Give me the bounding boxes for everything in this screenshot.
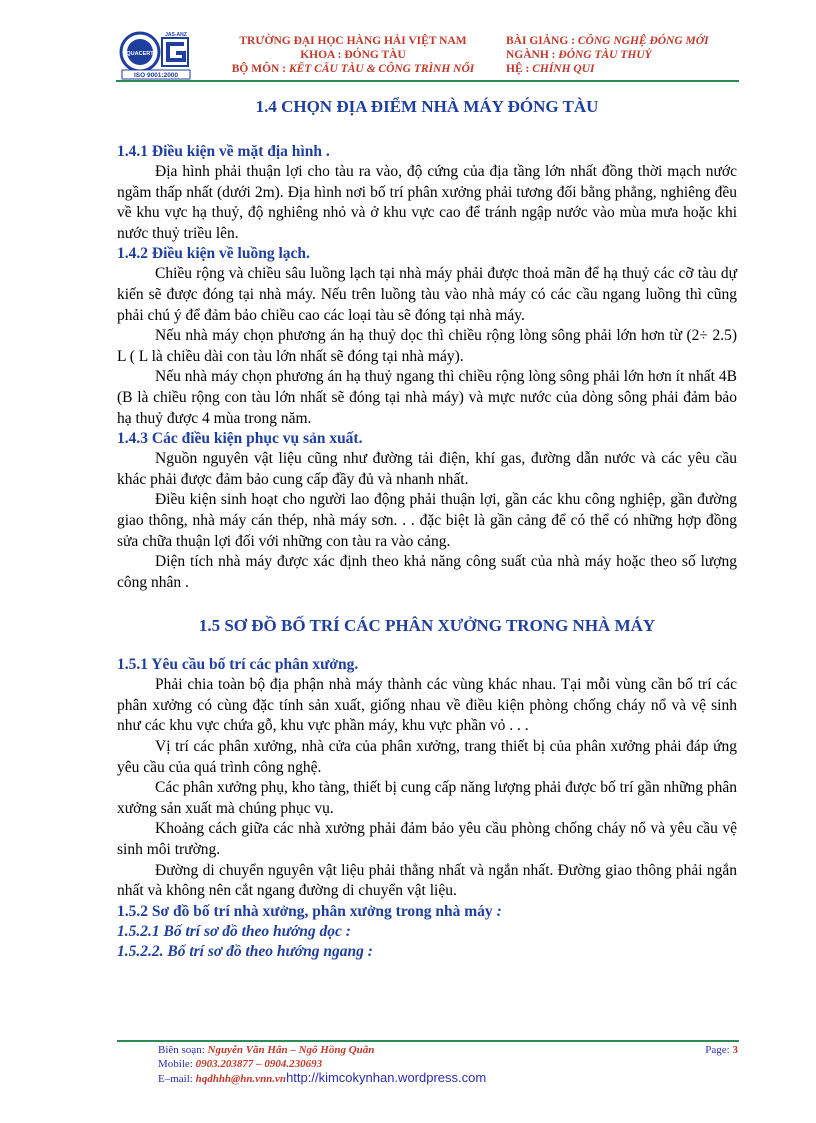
section-1-5-title: 1.5 SƠ ĐỒ BỐ TRÍ CÁC PHÂN XƯỞNG TRONG NHÀ MÁY: [198, 616, 656, 636]
author-line: Biên soạn: Nguyễn Văn Hân – Ngô Hồng Quân: [158, 1044, 375, 1056]
document-body: [117, 96, 737, 962]
section-1-4-title: 1.4 CHỌN ĐỊA ĐIỂM NHÀ MÁY ĐÓNG TÀU: [255, 97, 599, 116]
lecture-line: BÀI GIẢNG : CÔNG NGHỆ ĐÓNG MỚI: [506, 35, 709, 47]
paragraph: Khoảng cách giữa các nhà xưởng phải đảm bảo yêu cầu phòng chống cháy nổ và yêu cầu vệ sinh môi trường.: [117, 820, 737, 859]
department-line: BỘ MÔN : KẾT CẤU TÀU & CÔNG TRÌNH NỔI: [231, 63, 475, 75]
system-line: HỆ : CHÍNH QUI: [506, 63, 595, 75]
paragraph: Điều kiện sinh hoạt cho người lao động phải thuận lợi, gần các khu công nghiệp, gần đường giao thông, nhà máy cán thép, nhà máy sơn. . . đặc biệt là gần cảng để có thể có những hợp đồng sửa chữa thuận lợi đối với những con tàu ra vào cảng.: [117, 491, 737, 550]
paragraph: Vị trí các phân xưởng, nhà cửa của phân xưởng, trang thiết bị của phân xưởng phải đáp ứng yêu cầu của quá trình công nghệ.: [117, 738, 737, 776]
paragraph: Nếu nhà máy chọn phương án hạ thuỷ ngang thì chiều rộng lòng sông phải lớn hơn ít nhất 4B (B là chiều rộng con tàu lớn nhất sẽ đóng tại nhà máy) và mực nước của dòng sông phải đảm bảo hạ thuỷ được 4 mùa trong năm.: [117, 368, 737, 427]
paragraph: Nếu nhà máy chọn phương án hạ thuỷ dọc thì chiều rộng lòng sông phải lớn hơn từ (2÷ 2.5) L ( L là chiều dài con tàu lớn nhất sẽ đóng tại nhà máy).: [117, 327, 737, 365]
heading-1-4-3: 1.4.3 Các điều kiện phục vụ sản xuất.: [117, 430, 363, 448]
faculty-line: KHOA : ĐÓNG TÀU: [300, 49, 406, 61]
logo-jasanz-text: JAS-ANZ: [165, 32, 187, 38]
header-divider: [116, 80, 739, 82]
paragraph: Chiều rộng và chiều sâu luồng lạch tại nhà máy phải được thoả mãn để hạ thuỷ các cỡ tàu dự kiến sẽ được đóng tại nhà máy. Nếu trên luồng tàu vào nhà máy có các cầu ngang luồng thì cũng phải chú ý để đảm bảo chiều cao các loại tàu sẽ đóng tại nhà máy.: [117, 265, 737, 324]
paragraph: Đường di chuyển nguyên vật liệu phải thẳng nhất và ngắn nhất. Đường giao thông phải ngắn nhất và không nên cắt ngang đường di chuyển vật liệu.: [117, 861, 737, 900]
mobile-line: Mobile: 0903.203877 – 0904.230693: [158, 1058, 323, 1070]
footer-divider: [117, 1040, 739, 1042]
paragraph: Các phân xưởng phụ, kho tàng, thiết bị cung cấp năng lượng phải được bố trí gần những phân xưởng sản xuất mà chúng phục vụ.: [117, 779, 737, 817]
heading-1-5-2-1: 1.5.2.1 Bố trí sơ đồ theo hướng dọc :: [117, 922, 351, 940]
paragraph: Diện tích nhà máy được xác định theo khả năng công suất của nhà máy hoặc theo số lượng công nhân .: [117, 553, 737, 591]
heading-1-5-1: 1.5.1 Yêu cầu bố trí các phân xưởng.: [117, 656, 359, 674]
quacert-iso-logo: [118, 30, 194, 80]
paragraph: Phải chia toàn bộ địa phận nhà máy thành các vùng khác nhau. Tại mỗi vùng cần bố trí các phân xưởng có cùng đặc tính sản xuất, giống nhau về điều kiện phòng chống cháy nổ và vệ sinh như các khu vực chứa gỗ, khu vực phần máy, khu vực phần vỏ . . .: [117, 676, 737, 735]
major-line: NGÀNH : ĐÓNG TÀU THUỶ: [506, 49, 652, 61]
logo-iso-text: ISO 9001:2000: [133, 72, 179, 79]
header-course: [506, 34, 766, 76]
heading-1-4-1: 1.4.1 Điều kiện về mặt địa hình .: [117, 143, 330, 160]
heading-1-5-2: 1.5.2 Sơ đồ bố trí nhà xưởng, phân xưởng trong nhà máy :: [117, 902, 502, 920]
paragraph: Nguồn nguyên vật liệu cũng như đường tải điện, khí gas, đường dẫn nước và các yêu cầu khác phải được đảm bảo cung cấp đầy đủ và nhanh nhất.: [117, 450, 737, 488]
paragraph: Địa hình phải thuận lợi cho tàu ra vào, độ cứng của địa tầng lớn nhất đồng thời mạch nước ngầm thấp nhất (dưới 2m). Địa hình nơi bố trí phân xưởng phải tương đối bằng phẳng, nghiêng đều về khu vực hạ thuỷ, độ nghiêng nhỏ và ở khu vực cao để tránh ngập nước vào mùa mưa hoặc khi nước thuỷ triều lên.: [117, 163, 737, 242]
school-name: TRƯỜNG ĐẠI HỌC HÀNG HẢI VIỆT NAM: [239, 35, 467, 47]
header-institution: [218, 34, 488, 76]
page-header: [118, 30, 758, 80]
page-number: Page: 3: [705, 1044, 738, 1056]
website-link[interactable]: http://kimcokynhan.wordpress.com: [286, 1070, 487, 1085]
heading-1-5-2-2: 1.5.2.2. Bố trí sơ đồ theo hướng ngang :: [117, 942, 373, 960]
logo-quacert-text: QUACERT: [126, 51, 154, 57]
heading-1-4-2: 1.4.2 Điều kiện về luồng lạch.: [117, 245, 310, 263]
page-footer: [158, 1043, 738, 1086]
email-line: E–mail: hqdhhh@hn.vnn.vnhttp://kimcokynhan.wordpress.com: [158, 1070, 487, 1085]
